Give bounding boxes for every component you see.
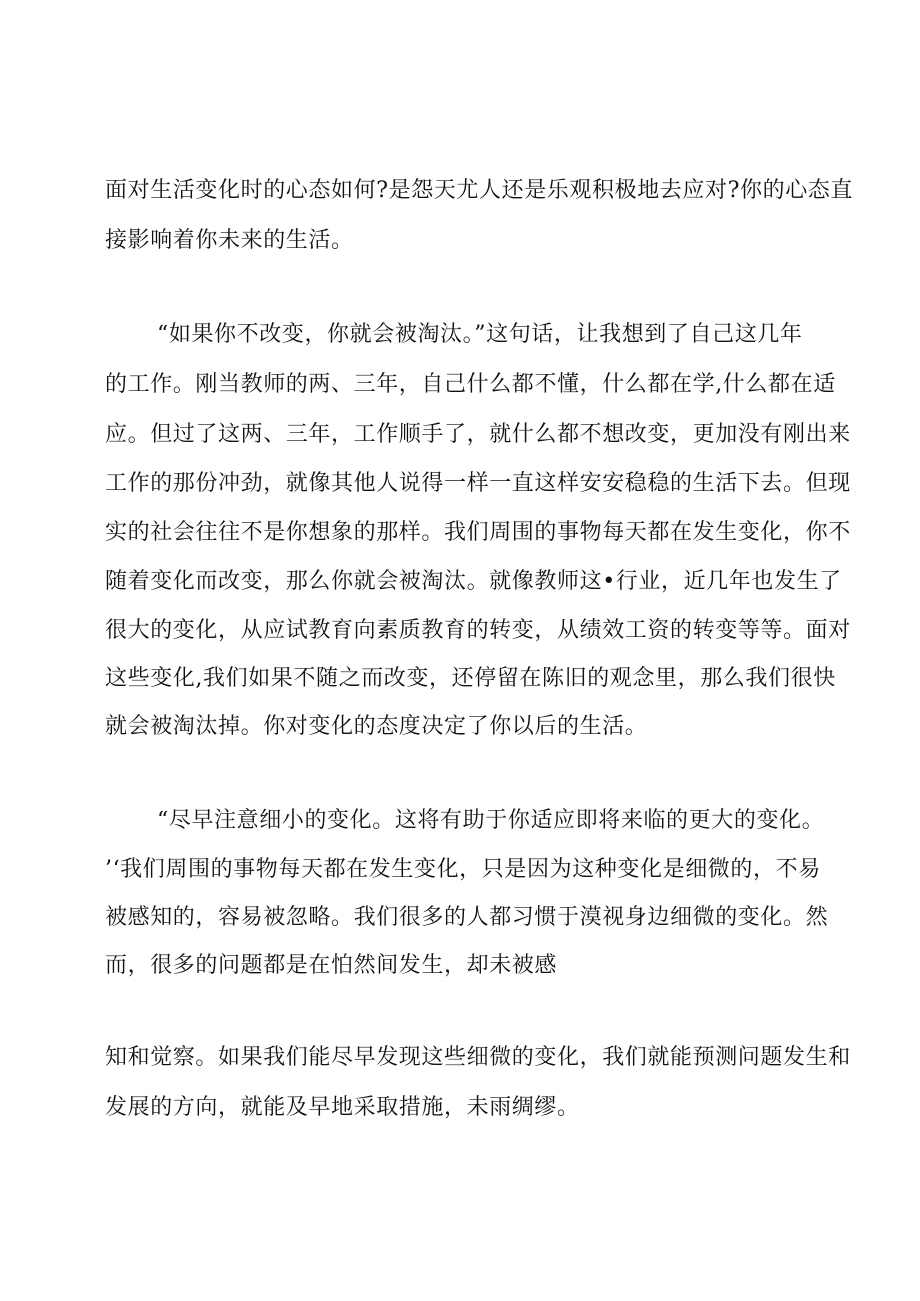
p2-line-8: 这些变化,我们如果不随之而改变，还停留在陈旧的观念里，那么我们很快 (105, 666, 836, 691)
p4-line-1: 知和觉察。如果我们能尽早发现这些细微的变化，我们就能预测问题发生和 (105, 1045, 851, 1070)
p2-line-1: “如果你不改变，你就会被淘汰。”这句话，让我想到了自己这几年 (157, 322, 803, 347)
p1-line-2: 接影响着你未来的生活。 (105, 228, 354, 253)
p2-line-6: 随着变化而改变，那么你就会被淘汰。就像教师这•行业，近几年也发生了 (105, 569, 842, 594)
p3-line-1: “尽早注意细小的变化。这将有助于你适应即将来临的更大的变化。 (157, 808, 825, 833)
p3-line-4: 而，很多的问题都是在怕然间发生，却未被感 (105, 953, 558, 978)
p4-line-2: 发展的方向，就能及早地采取措施，未雨绸缪。 (105, 1095, 580, 1120)
p2-line-2: 的工作。刚当教师的两、三年，自己什么都不懂，什么都在学,什么都在适 (105, 372, 836, 397)
p1-line-1: 面对生活变化时的心态如何?是怨天尤人还是乐观积极地去应对?你的心态直 (105, 178, 853, 203)
p2-line-3: 应。但过了这两、三年，工作顺手了，就什么都不想改变，更加没有刚出来 (105, 422, 851, 447)
p2-line-9: 就会被淘汰掉。你对变化的态度决定了你以后的生活。 (105, 714, 648, 739)
p2-line-7: 很大的变化，从应试教育向素质教育的转变，从绩效工资的转变等等。面对 (105, 618, 851, 643)
p3-line-2: ’‘我们周围的事物每天都在发生变化，只是因为这种变化是细微的，不易 (105, 857, 821, 882)
p3-line-3: 被感知的，容易被忽略。我们很多的人都习惯于漠视身边细微的变化。然 (105, 905, 829, 930)
p2-line-4: 工作的那份冲劲，就像其他人说得一样一直这样安安稳稳的生活下去。但现 (105, 471, 851, 496)
p2-line-5: 实的社会往往不是你想象的那样。我们周围的事物每天都在发生变化，你不 (105, 520, 851, 545)
